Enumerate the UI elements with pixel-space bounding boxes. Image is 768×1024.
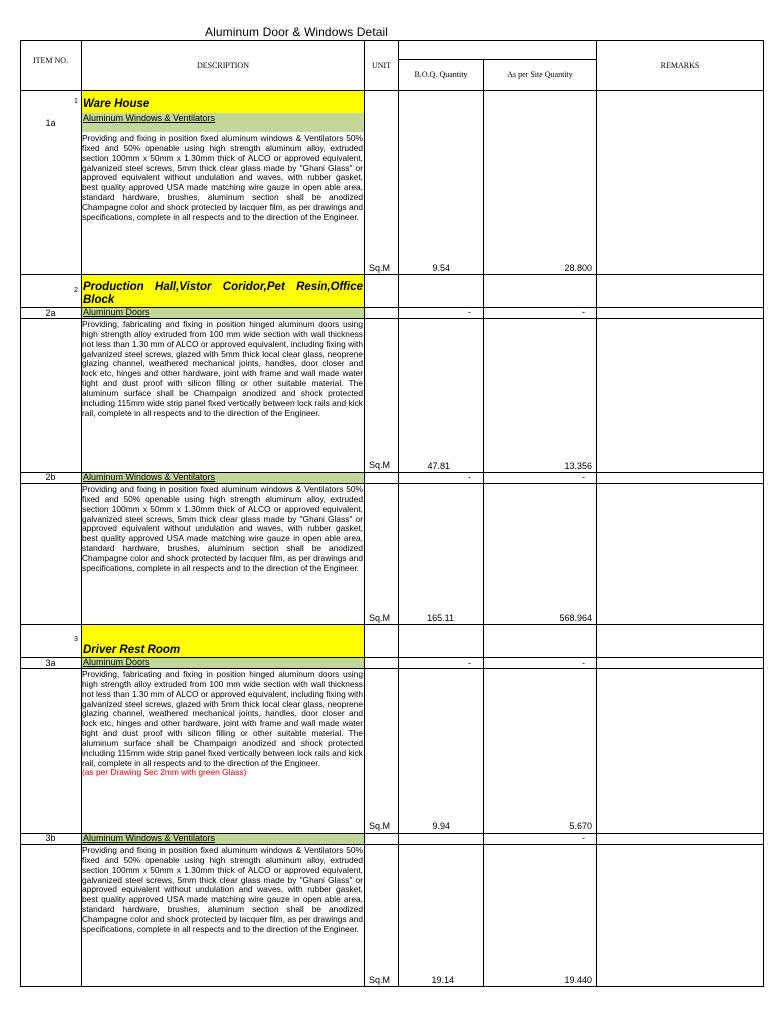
boq-quantity: 47.81 (427, 461, 450, 471)
header-remarks: REMARKS (660, 61, 700, 70)
section-title: Driver Rest Room (83, 644, 181, 656)
item-code: 1a (45, 118, 56, 128)
item-code: 3a (45, 658, 56, 668)
item-description: Providing, fabricating and fixing in position hinged aluminum doors using high strength alloy extruded from 100 mm wide section with wall thickness not less than 1.30 mm of ALCO or approved equivalent, including fixing with galvanized steel screws, glazed with 5mm thick local clear glass, neoprene glazing channel, weathered mechanical joints, handles, door closer and lock etc, hinges and other hardware, joint with frame and wall made water tight and dust proof with silicon filling or other suitable material. The aluminum surface shall be Champaign anodized and shock protected including 115mm wide strip panel fixed vertically between lock rails and kick rail, complete in all respects and to the direction of the Engineer. (82, 319, 363, 418)
item-code: 3b (45, 833, 56, 843)
item-code: 2b (45, 472, 56, 482)
col-border (763, 40, 764, 987)
site-quantity: 568.964 (559, 613, 592, 623)
boq-dash: - (468, 307, 471, 317)
section-title: Production Hall,Vistor Coridor,Pet Resin,Office Block (83, 281, 363, 306)
item-unit: Sq.M (369, 263, 391, 273)
col-border (20, 40, 21, 987)
boq-quantity: 165.11 (427, 613, 454, 623)
boq-quantity: 19.14 (431, 975, 454, 985)
col-border (596, 40, 597, 987)
item-subtitle: Aluminum Doors (83, 307, 150, 317)
section-title: Ware House (83, 98, 150, 110)
table-border-bottom (20, 986, 764, 987)
item-description: Providing and fixing in position fixed aluminum windows & Ventilators 50% fixed and 50% openable using high strength aluminum alloy, extruded section 100mm x 50mm x 1.30mm thick of ALCO or approved equivalent, galvanized steel screws, 5mm thick clear glass made by "Ghani Glass" or approved equivalent without undulation and waves, with rubber gasket, best quality approved USA made matching wire gauze in open able area, standard hardware, brushes, aluminum section shall be anodized Champagne color and shock protected by lacquer film, as per drawings and specifications, complete in all respects and to the direction of the Engineer. (82, 845, 363, 934)
site-dash: - (582, 833, 585, 843)
site-quantity: 5.670 (569, 821, 592, 831)
item-subtitle: Aluminum Windows & Ventilators (83, 472, 216, 482)
item-description-text: Providing, fabricating and fixing in position hinged aluminum doors using high strength alloy extruded from 100 mm wide section with wall thickness not less than 1.30 mm of ALCO or approved equivalent, including fixing with galvanized steel screws, glazed with 5mm thick local clear glass, neoprene glazing channel, weathered mechanical joints, handles, door closer and lock etc, hinges and other hardware, joint with frame and wall made water tight and dust proof with silicon filling or other suitable material. The aluminum surface shall be Champaign anodized and shock protected including 115mm wide strip panel fixed vertically between lock rails and kick rail, complete in all respects and to the direction of the Engineer. (82, 669, 363, 768)
item-subtitle: Aluminum Windows & Ventilators (83, 833, 216, 843)
item-code: 2a (45, 308, 56, 318)
header-description: DESCRIPTION (196, 61, 249, 70)
item-subtitle: Aluminum Windows & Ventilators (83, 113, 216, 123)
col-border (483, 59, 484, 987)
item-description (82, 670, 363, 778)
section-number: 2 (74, 287, 78, 294)
section-number: 1 (74, 98, 78, 105)
item-unit: Sq.M (369, 821, 391, 831)
site-quantity: 19.440 (564, 975, 592, 985)
site-dash: - (582, 658, 585, 668)
header-site-quantity: As per Site Quantity (507, 70, 573, 79)
boq-quantity: 9.54 (432, 263, 450, 273)
item-subtitle: Aluminum Doors (83, 657, 150, 667)
item-unit: Sq.M (369, 975, 391, 985)
site-quantity: 28.800 (564, 263, 592, 273)
qty-header-divider (398, 59, 596, 60)
section-number: 3 (74, 636, 78, 643)
boq-dash: - (468, 472, 471, 482)
boq-quantity: 9.94 (432, 821, 450, 831)
site-dash: - (582, 472, 585, 482)
site-dash: - (582, 307, 585, 317)
item-description: Providing and fixing in position fixed aluminum windows & Ventilators 50% fixed and 50% openable using high strength aluminum alloy, extruded section 100mm x 50mm x 1.30mm thick of ALCO or approved equivalent, galvanized steel screws, 5mm thick clear glass made by "Ghani Glass" or approved equivalent without undulation and waves, with rubber gasket, best quality approved USA made matching wire gauze in open able area, standard hardware, brushes, aluminum section shall be anodized Champagne color and shock protected by lacquer film, as per drawings and specifications, complete in all respects and to the direction of the Engineer. (82, 133, 363, 222)
boq-dash: - (468, 658, 471, 668)
header-boq-quantity: B.O.Q. Quantity (414, 70, 468, 79)
page-title: Aluminum Door & Windows Detail (205, 25, 389, 39)
site-quantity: 13.356 (564, 461, 592, 471)
header-unit: UNIT (371, 61, 392, 70)
col-border (398, 40, 399, 987)
table-border-top (20, 40, 764, 41)
col-border (364, 40, 365, 987)
item-unit: Sq.M (369, 613, 391, 623)
header-item-no: ITEM NO. (32, 56, 69, 65)
item-note: (as per Drawing Sec 2mm with green Glass) (82, 767, 247, 778)
item-unit: Sq.M (369, 460, 391, 470)
item-description: Providing and fixing in position fixed aluminum windows & Ventilators 50% fixed and 50% openable using high strength aluminum alloy, extruded section 100mm x 50mm x 1.30mm thick of ALCO or approved equivalent, galvanized steel screws, 5mm thick clear glass made by "Ghani Glass" or approved equivalent without undulation and waves, with rubber gasket, best quality approved USA made matching wire gauze in open able area, standard hardware, brushes, aluminum section shall be anodized Champagne color and shock protected by lacquer film, as per drawings and specifications, complete in all respects and to the direction of the Engineer. (82, 484, 363, 573)
